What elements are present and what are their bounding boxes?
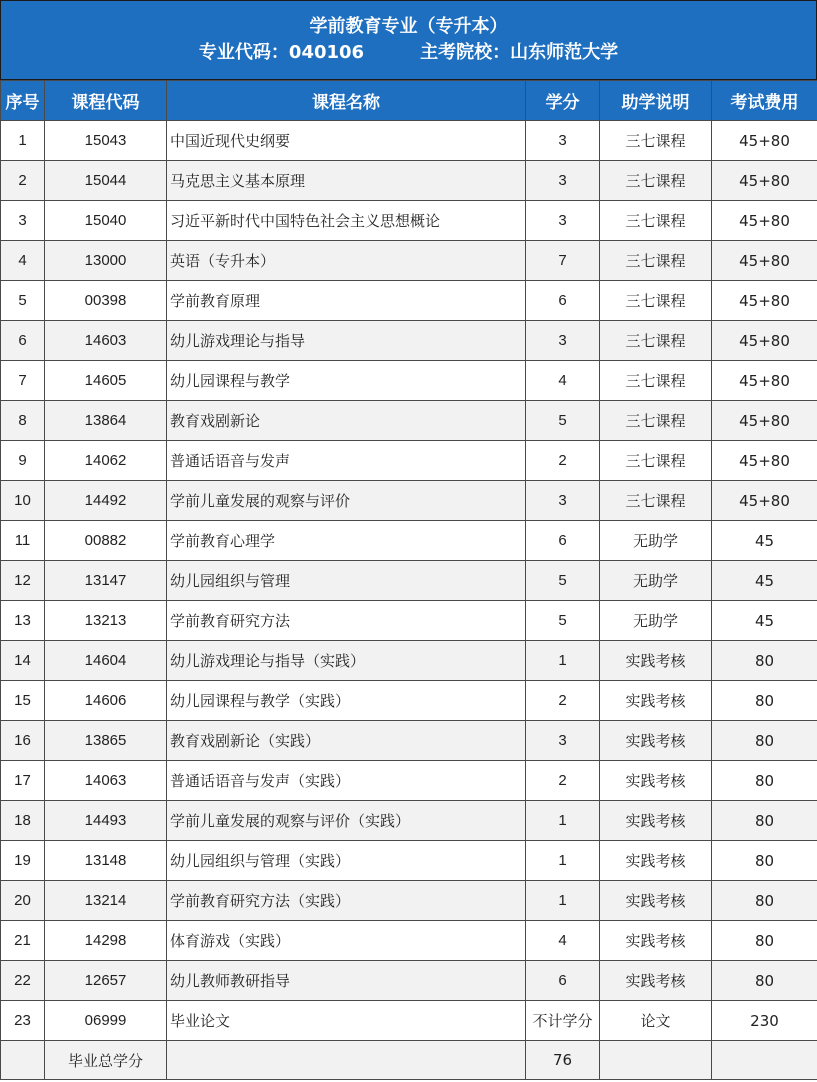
course-code: 15043 (45, 121, 167, 161)
course-fee: 80 (712, 801, 817, 841)
course-fee: 45+80 (712, 201, 817, 241)
total-credit: 76 (526, 1041, 600, 1080)
course-fee: 45 (712, 521, 817, 561)
col-header-seq: 序号 (1, 81, 45, 121)
course-seq: 11 (1, 521, 45, 561)
course-name: 教育戏剧新论（实践） (167, 721, 526, 761)
course-fee: 80 (712, 681, 817, 721)
table-row (1, 241, 817, 281)
course-code: 13214 (45, 881, 167, 921)
course-note: 三七课程 (600, 241, 712, 281)
table-row (1, 961, 817, 1001)
course-note: 实践考核 (600, 681, 712, 721)
course-name: 毕业论文 (167, 1001, 526, 1041)
course-table (0, 80, 817, 1080)
course-fee: 45+80 (712, 281, 817, 321)
course-fee: 80 (712, 841, 817, 881)
course-name: 普通话语音与发声（实践） (167, 761, 526, 801)
course-seq: 23 (1, 1001, 45, 1041)
table-header-banner (0, 0, 817, 80)
course-seq: 14 (1, 641, 45, 681)
course-note: 三七课程 (600, 441, 712, 481)
course-seq: 16 (1, 721, 45, 761)
course-note: 无助学 (600, 561, 712, 601)
course-note: 无助学 (600, 601, 712, 641)
course-code: 14603 (45, 321, 167, 361)
course-code: 14604 (45, 641, 167, 681)
course-seq: 1 (1, 121, 45, 161)
course-name: 幼儿园课程与教学 (167, 361, 526, 401)
exam-school: 主考院校：山东师范大学 (420, 42, 619, 63)
course-seq: 19 (1, 841, 45, 881)
course-fee: 45+80 (712, 401, 817, 441)
table-row (1, 761, 817, 801)
course-seq: 13 (1, 601, 45, 641)
col-header-credit: 学分 (526, 81, 600, 121)
course-credit: 3 (526, 201, 600, 241)
course-name: 英语（专升本） (167, 241, 526, 281)
total-empty-note (600, 1041, 712, 1080)
table-row (1, 641, 817, 681)
course-name: 幼儿园组织与管理（实践） (167, 841, 526, 881)
table-row (1, 721, 817, 761)
course-name: 中国近现代史纲要 (167, 121, 526, 161)
course-code: 06999 (45, 1001, 167, 1041)
course-note: 三七课程 (600, 321, 712, 361)
course-note: 三七课程 (600, 401, 712, 441)
course-name: 学前教育研究方法（实践） (167, 881, 526, 921)
course-credit: 6 (526, 281, 600, 321)
course-fee: 80 (712, 881, 817, 921)
course-credit: 5 (526, 601, 600, 641)
course-fee: 80 (712, 761, 817, 801)
course-note: 实践考核 (600, 761, 712, 801)
course-seq: 3 (1, 201, 45, 241)
course-seq: 4 (1, 241, 45, 281)
course-credit: 4 (526, 921, 600, 961)
table-row (1, 361, 817, 401)
course-fee: 80 (712, 921, 817, 961)
course-seq: 2 (1, 161, 45, 201)
course-code: 14063 (45, 761, 167, 801)
course-seq: 18 (1, 801, 45, 841)
course-credit: 3 (526, 161, 600, 201)
course-name: 学前儿童发展的观察与评价（实践） (167, 801, 526, 841)
table-row (1, 161, 817, 201)
course-credit: 3 (526, 481, 600, 521)
course-credit: 5 (526, 561, 600, 601)
table-row (1, 441, 817, 481)
course-code: 13864 (45, 401, 167, 441)
table-row (1, 561, 817, 601)
table-row (1, 601, 817, 641)
total-row (1, 1041, 817, 1080)
course-seq: 20 (1, 881, 45, 921)
course-seq: 10 (1, 481, 45, 521)
course-note: 实践考核 (600, 641, 712, 681)
course-name: 学前教育原理 (167, 281, 526, 321)
course-code: 14062 (45, 441, 167, 481)
course-fee: 80 (712, 721, 817, 761)
course-note: 实践考核 (600, 881, 712, 921)
course-name: 体育游戏（实践） (167, 921, 526, 961)
course-code: 13000 (45, 241, 167, 281)
course-credit: 2 (526, 761, 600, 801)
course-name: 幼儿游戏理论与指导 (167, 321, 526, 361)
course-fee: 45+80 (712, 441, 817, 481)
course-fee: 45+80 (712, 481, 817, 521)
major-title: 学前教育专业（专升本） (309, 16, 508, 37)
course-code: 15040 (45, 201, 167, 241)
course-fee: 45+80 (712, 241, 817, 281)
course-note: 实践考核 (600, 801, 712, 841)
course-rows (1, 121, 817, 1080)
course-name: 教育戏剧新论 (167, 401, 526, 441)
col-header-name: 课程名称 (167, 81, 526, 121)
course-fee: 45+80 (712, 321, 817, 361)
course-fee: 80 (712, 961, 817, 1001)
course-code: 12657 (45, 961, 167, 1001)
course-credit: 5 (526, 401, 600, 441)
course-code: 13147 (45, 561, 167, 601)
course-credit: 2 (526, 441, 600, 481)
course-seq: 15 (1, 681, 45, 721)
course-seq: 12 (1, 561, 45, 601)
course-note: 实践考核 (600, 721, 712, 761)
table-row (1, 921, 817, 961)
column-header-row (1, 81, 817, 121)
course-seq: 7 (1, 361, 45, 401)
course-name: 学前教育研究方法 (167, 601, 526, 641)
course-code: 14298 (45, 921, 167, 961)
course-code: 00882 (45, 521, 167, 561)
course-note: 三七课程 (600, 361, 712, 401)
table-row (1, 801, 817, 841)
major-info (199, 40, 618, 66)
course-code: 00398 (45, 281, 167, 321)
table-row (1, 401, 817, 441)
course-note: 三七课程 (600, 121, 712, 161)
table-row (1, 121, 817, 161)
course-name: 马克思主义基本原理 (167, 161, 526, 201)
course-note: 无助学 (600, 521, 712, 561)
course-note: 三七课程 (600, 201, 712, 241)
course-name: 幼儿教师教研指导 (167, 961, 526, 1001)
col-header-code: 课程代码 (45, 81, 167, 121)
table-row (1, 201, 817, 241)
course-name: 学前儿童发展的观察与评价 (167, 481, 526, 521)
course-credit: 3 (526, 121, 600, 161)
total-empty-name (167, 1041, 526, 1080)
table-row (1, 321, 817, 361)
course-fee: 45+80 (712, 161, 817, 201)
course-name: 普通话语音与发声 (167, 441, 526, 481)
course-credit: 1 (526, 841, 600, 881)
course-name: 幼儿游戏理论与指导（实践） (167, 641, 526, 681)
course-credit: 1 (526, 801, 600, 841)
course-seq: 6 (1, 321, 45, 361)
table-row (1, 881, 817, 921)
course-note: 三七课程 (600, 161, 712, 201)
course-name: 幼儿园课程与教学（实践） (167, 681, 526, 721)
course-note: 实践考核 (600, 921, 712, 961)
col-header-note: 助学说明 (600, 81, 712, 121)
table-row (1, 841, 817, 881)
course-credit: 7 (526, 241, 600, 281)
course-code: 13213 (45, 601, 167, 641)
course-code: 13148 (45, 841, 167, 881)
total-empty-seq (1, 1041, 45, 1080)
course-credit: 6 (526, 521, 600, 561)
course-credit: 3 (526, 321, 600, 361)
course-fee: 45+80 (712, 121, 817, 161)
course-name: 学前教育心理学 (167, 521, 526, 561)
course-fee: 45+80 (712, 361, 817, 401)
table-row (1, 681, 817, 721)
course-code: 14493 (45, 801, 167, 841)
course-seq: 9 (1, 441, 45, 481)
course-seq: 21 (1, 921, 45, 961)
total-empty-fee (712, 1041, 817, 1080)
course-fee: 80 (712, 641, 817, 681)
course-name: 幼儿园组织与管理 (167, 561, 526, 601)
major-code: 专业代码：040106 (198, 42, 365, 63)
course-credit: 不计学分 (526, 1001, 600, 1041)
course-seq: 8 (1, 401, 45, 441)
course-credit: 1 (526, 881, 600, 921)
course-code: 14492 (45, 481, 167, 521)
table-row (1, 1001, 817, 1041)
course-note: 三七课程 (600, 481, 712, 521)
course-code: 14606 (45, 681, 167, 721)
course-credit: 1 (526, 641, 600, 681)
course-credit: 2 (526, 681, 600, 721)
col-header-fee: 考试费用 (712, 81, 817, 121)
course-note: 论文 (600, 1001, 712, 1041)
table-row (1, 521, 817, 561)
course-code: 13865 (45, 721, 167, 761)
course-note: 三七课程 (600, 281, 712, 321)
table-row (1, 481, 817, 521)
table-row (1, 281, 817, 321)
course-code: 15044 (45, 161, 167, 201)
course-note: 实践考核 (600, 841, 712, 881)
course-seq: 22 (1, 961, 45, 1001)
course-fee: 230 (712, 1001, 817, 1041)
course-seq: 5 (1, 281, 45, 321)
course-note: 实践考核 (600, 961, 712, 1001)
course-seq: 17 (1, 761, 45, 801)
course-credit: 3 (526, 721, 600, 761)
total-label: 毕业总学分 (45, 1041, 167, 1080)
course-fee: 45 (712, 561, 817, 601)
course-credit: 4 (526, 361, 600, 401)
course-name: 习近平新时代中国特色社会主义思想概论 (167, 201, 526, 241)
course-credit: 6 (526, 961, 600, 1001)
course-fee: 45 (712, 601, 817, 641)
course-code: 14605 (45, 361, 167, 401)
